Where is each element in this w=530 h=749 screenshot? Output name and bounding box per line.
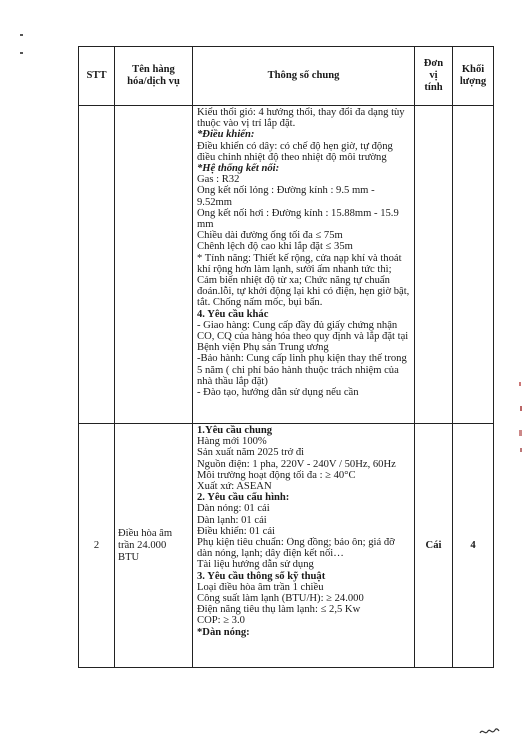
table-row [79, 106, 494, 424]
row1-qty [453, 106, 494, 424]
row1-name [115, 106, 193, 424]
row2-spec: 1.Yêu cầu chung Hàng mới 100% Sản xuất năm 2025 trở đi Nguồn điện: 1 pha, 220V - 240V / 50Hz, 60Hz Môi trường hoạt động tối đa : ≥ 40°C Xuất xứ: ASEAN 2. Yêu cầu cấu hình: Dàn nóng: 01 cái Dàn lạnh: 01 cái Điều khiển: 01 cái Phụ kiện tiêu chuẩn: Ống đồng; bảo ôn; giá đỡ dàn nóng, lạnh; dây điện kết nối… Tài liệu hướng dẫn sử dụng 3. Yêu cầu thông số kỹ thuật Loại điều hòa âm trần 1 chiều Công suất làm lạnh (BTU/H): ≥ 24.000 Điện năng tiêu thụ làm lạnh: ≤ 2,5 Kw COP: ≥ 3.0 *Dàn nóng: [193, 424, 415, 668]
row1-unit [415, 106, 453, 424]
header-qty: Khối lượng [453, 47, 494, 106]
row1-stt [79, 106, 115, 424]
spec-table [78, 46, 494, 668]
row1-spec: Kiểu thổi gió: 4 hướng thổi, thay đổi đa dạng tùy thuộc vào vị trí lắp đặt. *Điều khiển: Điều khiển có dây: có chế độ hẹn giờ, tự động điều chỉnh nhiệt độ theo nhiệt độ môi trường *Hệ thống kết nối: Gas : R32 Ống kết nối lỏng : Đường kính : 9.5 mm - 9.52mm Ống kết nối hơi : Đường kính : 15.88mm - 15.9 mm Chiều dài đường ống tối đa ≤ 75m Chênh lệch độ cao khi lắp đặt ≤ 35m * Tính năng: Thiết kế rộng, cửa nạp khí và thoát khí rộng hơn làm lạnh, sưởi ấm nhanh tức thì; Cảm biến nhiệt độ từ xa; Chức năng tự chuẩn đoán.lỗi, tự khởi động lại khi có điện, hẹn giờ bật, tắt. Chống nấm mốc, bụi bẩn. 4. Yêu cầu khác - Giao hàng: Cung cấp đầy đủ giấy chứng nhận CO, CQ của hàng hóa theo quy định và lắp đặt tại Bệnh viện Phụ sản Trung ương -Bảo hành: Cung cấp linh phụ kiện thay thế trong 5 năm ( chi phí bảo hành thuộc trách nhiệm của nhà thầu lắp đặt) - Đào tạo, hướng dẫn sử dụng nếu cần [193, 106, 415, 424]
page-edge-marks [516, 380, 526, 460]
row2-qty: 4 [453, 424, 494, 668]
header-spec: Thông số chung [193, 47, 415, 106]
header-name: Tên hàng hóa/dịch vụ [115, 47, 193, 106]
row2-name: Điều hòa âm trần 24.000 BTU [115, 424, 193, 668]
header-unit: Đơn vị tính [415, 47, 453, 106]
handwritten-initial-mark [478, 724, 500, 738]
row2-unit: Cái [415, 424, 453, 668]
header-stt: STT [79, 47, 115, 106]
row2-stt: 2 [79, 424, 115, 668]
table-row [79, 424, 494, 668]
page-corner-mark [20, 34, 23, 36]
page-corner-mark [20, 52, 23, 54]
table-header-row [79, 47, 494, 106]
